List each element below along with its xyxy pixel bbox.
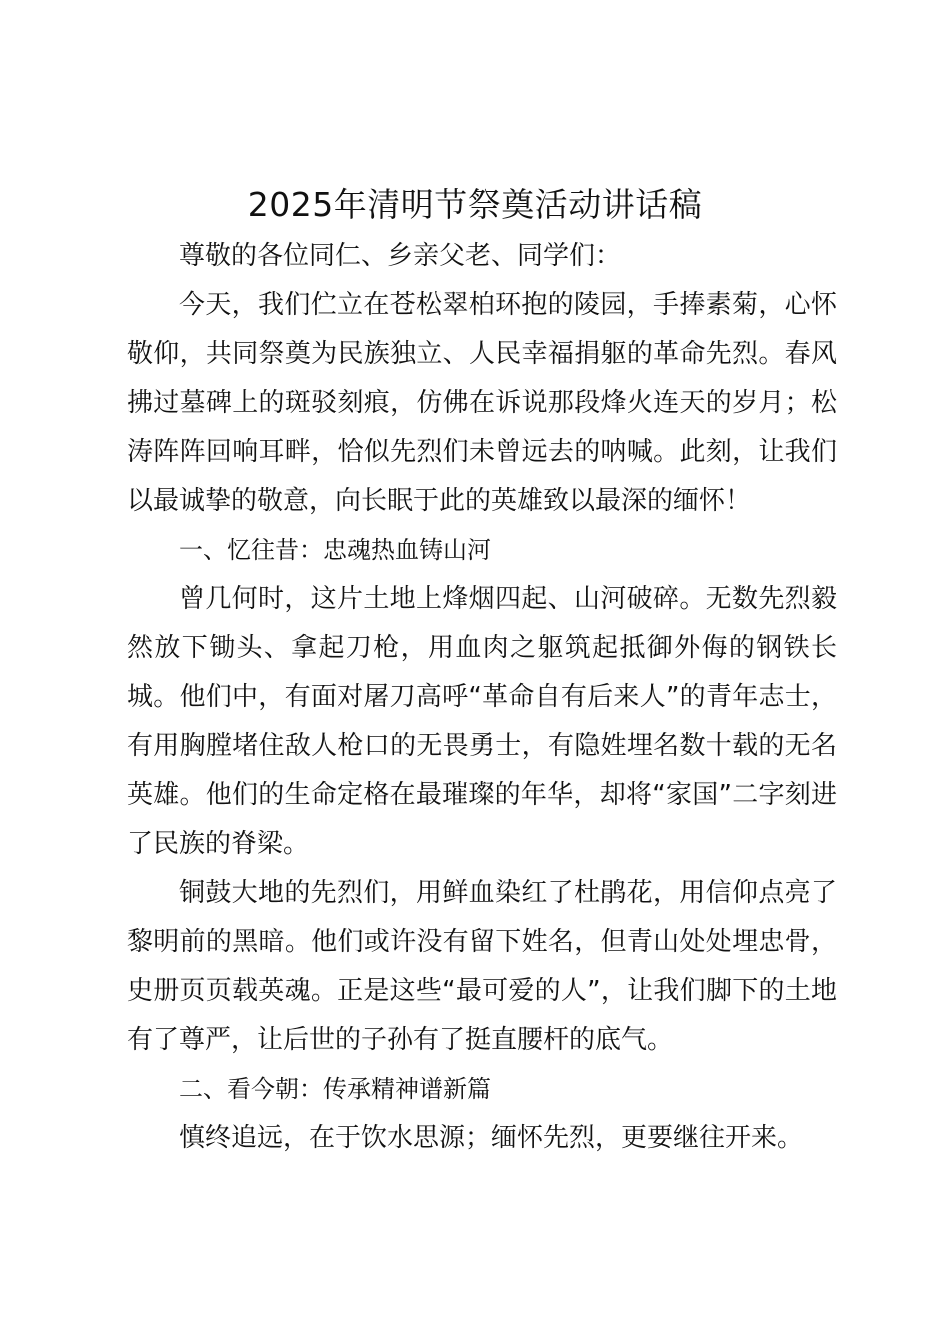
intro-paragraph: 今天，我们伫立在苍松翠柏环抱的陵园，手捧素菊，心怀敬仰，共同祭奠为民族独立、人民幸福捐躯的革命先烈。春风拂过墓碑上的斑驳刻痕，仿佛在诉说那段烽火连天的岁月；松涛阵阵回响耳畔，恰似先烈们未曾远去的呐喊。此刻，让我们以最诚挚的敬意，向长眠于此的英雄致以最深的缅怀！ bbox=[127, 290, 837, 516]
greeting-paragraph: 尊敬的各位同仁、乡亲父老、同学们： bbox=[179, 241, 622, 271]
section-1-paragraph-2: 铜鼓大地的先烈们，用鲜血染红了杜鹃花，用信仰点亮了黎明前的黑暗。他们或许没有留下姓名，但青山处处埋忠骨，史册页页载英魂。正是这些“最可爱的人”，让我们脚下的土地有了尊严，让后世的子孙有了挺直腰杆的底气。 bbox=[127, 878, 837, 1055]
section-2-heading: 二、看今朝：传承精神谱新篇 bbox=[179, 1075, 491, 1103]
document-body bbox=[127, 232, 837, 1163]
section-1-heading: 一、忆往昔：忠魂热血铸山河 bbox=[179, 536, 491, 564]
document-title: 2025年清明节祭奠活动讲话稿 bbox=[247, 185, 703, 224]
section-2-paragraph-1: 慎终追远，在于饮水思源；缅怀先烈，更要继往开来。 bbox=[179, 1123, 804, 1153]
section-1-paragraph-1: 曾几何时，这片土地上烽烟四起、山河破碎。无数先烈毅然放下锄头、拿起刀枪，用血肉之躯筑起抵御外侮的钢铁长城。他们中，有面对屠刀高呼“革命自有后来人”的青年志士，有用胸膛堵住敌人枪口的无畏勇士，有隐姓埋名数十载的无名英雄。他们的生命定格在最璀璨的年华，却将“家国”二字刻进了民族的脊梁。 bbox=[127, 584, 837, 859]
